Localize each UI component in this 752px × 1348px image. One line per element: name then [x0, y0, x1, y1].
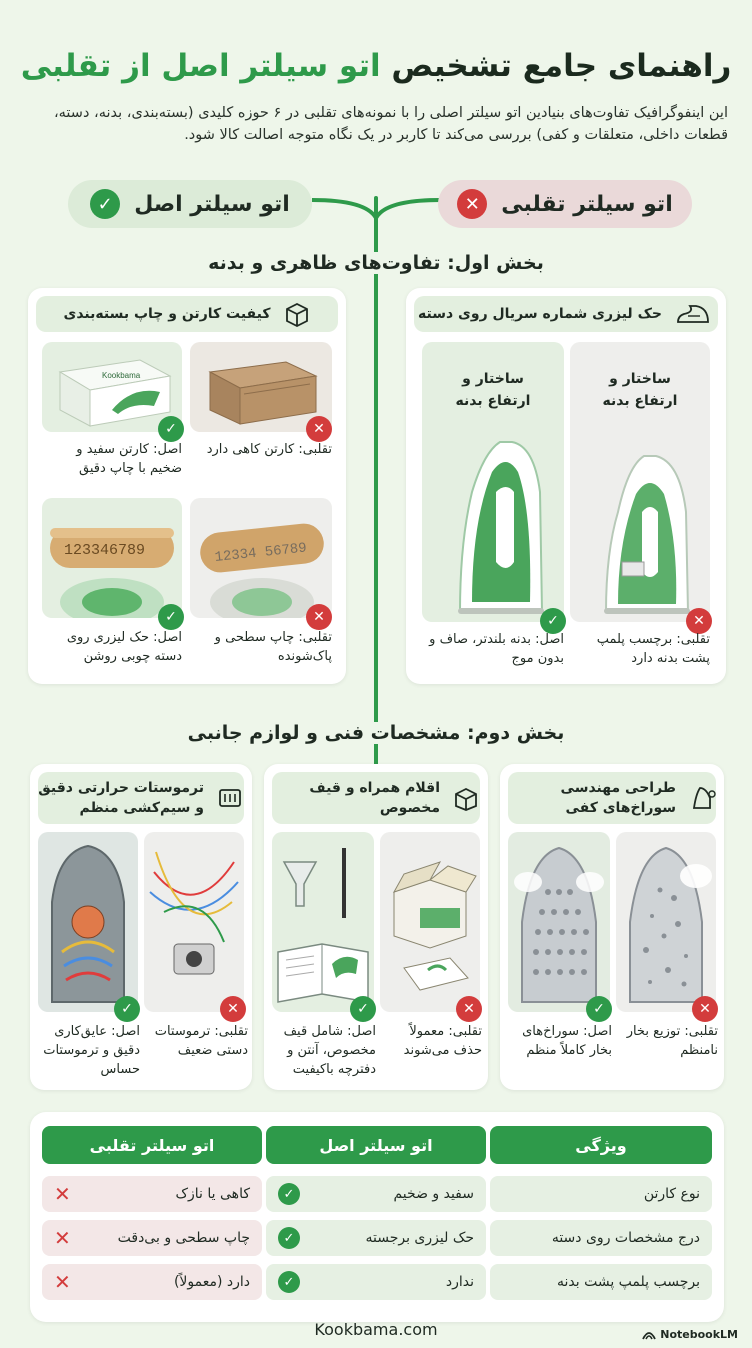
table-row-real	[266, 1220, 486, 1256]
table-header-real: اتو سیلتر اصل	[266, 1126, 486, 1164]
packaging-card-header	[36, 296, 338, 332]
real-serial-text: 123346789	[64, 542, 146, 559]
fake-thermostat-image	[144, 832, 244, 1012]
row1-fake: کاهی یا نازک	[175, 1186, 250, 1202]
fake-box-caption: تقلبی: کارتن کاهی دارد	[206, 442, 332, 457]
cross-icon: ✕	[456, 996, 482, 1022]
serial-card	[406, 288, 726, 684]
page-title	[20, 48, 732, 84]
funnel-icon	[284, 862, 316, 906]
fake-thermostat-tile	[144, 832, 244, 1012]
real-handle-caption: اصل: حک لیزری روی دسته چوبی روشن	[66, 630, 182, 664]
check-icon: ✓	[540, 608, 566, 634]
real-iron-caption: اصل: بدنه بلندتر، صاف و بدون موج	[429, 632, 564, 666]
fake-accessories-caption: تقلبی: معمولاً حذف می‌شوند	[403, 1024, 482, 1058]
fake-pill	[438, 180, 692, 228]
cross-icon: ✕	[54, 1270, 71, 1294]
serial-card-title: حک لیزری شماره سریال روی دسته	[418, 306, 662, 322]
footer-brand	[642, 1328, 738, 1341]
steam-icon	[688, 784, 716, 812]
real-handle-image	[42, 498, 182, 618]
table-row-feature	[490, 1220, 712, 1256]
cross-icon: ✕	[686, 608, 712, 634]
check-icon: ✓	[90, 189, 120, 219]
table-row-fake	[42, 1264, 262, 1300]
footer-site: Kookbama.com	[314, 1320, 438, 1339]
table-header-fake: اتو سیلتر تقلبی	[42, 1126, 262, 1164]
real-box-image	[42, 342, 182, 432]
real-pill	[68, 180, 312, 228]
comparison-table	[30, 1112, 724, 1322]
real-iron-image	[422, 342, 564, 622]
fake-pill-label: اتو سیلتر تقلبی	[501, 191, 673, 217]
packaging-card	[28, 288, 346, 684]
fake-iron-tile-label: ساختار و ارتفاع بدنه	[602, 371, 678, 409]
check-icon: ✓	[278, 1271, 300, 1293]
iron-icon	[674, 300, 714, 328]
fake-handle-caption: تقلبی: چاپ سطحی و پاک‌شونده	[214, 630, 332, 664]
row3-real: ندارد	[445, 1274, 474, 1290]
title-main: راهنمای جامع تشخیص	[380, 48, 732, 84]
row1-feature: نوع کارتن	[643, 1186, 700, 1202]
real-accessories-tile	[272, 832, 374, 1012]
real-thermostat-tile	[38, 832, 138, 1012]
real-box-tile	[42, 342, 182, 432]
real-thermostat-image	[38, 832, 138, 1012]
fake-thermostat-caption: تقلبی: ترموستات دستی ضعیف	[154, 1024, 248, 1058]
real-iron-tile-label: ساختار و ارتفاع بدنه	[455, 371, 531, 409]
table-row-feature	[490, 1264, 712, 1300]
packaging-card-title: کیفیت کارتن و چاپ بسته‌بندی	[63, 306, 271, 322]
soleplate-card-header	[508, 772, 716, 824]
fake-soleplate-tile	[616, 832, 716, 1012]
accessories-card	[264, 764, 488, 1090]
serial-card-header	[414, 296, 718, 332]
fake-soleplate-image	[616, 832, 716, 1012]
real-accessories-caption: اصل: شامل قیف مخصوص، آنتن و دفترچه باکیفیت	[283, 1024, 376, 1077]
fake-handle-tile	[190, 498, 332, 618]
soleplate-card	[500, 764, 724, 1090]
check-icon: ✓	[114, 996, 140, 1022]
table-row-real	[266, 1264, 486, 1300]
row2-feature: درج مشخصات روی دسته	[551, 1230, 700, 1246]
box-brand-text: Kookbama	[102, 371, 141, 380]
fake-accessories-image	[380, 832, 480, 1012]
row1-real: سفید و ضخیم	[393, 1186, 474, 1202]
box-icon	[283, 300, 311, 328]
real-pill-label: اتو سیلتر اصل	[134, 191, 290, 217]
fake-handle-image	[190, 498, 332, 618]
real-accessories-image	[272, 832, 374, 1012]
real-box-caption: اصل: کارتن سفید و ضخیم با چاپ دقیق	[76, 442, 182, 476]
section2-title: بخش دوم: مشخصات فنی و لوازم جانبی	[176, 722, 576, 744]
row3-fake: دارد (معمولاً)	[173, 1274, 250, 1290]
title-highlight: اتو سیلتر اصل از تقلبی	[20, 48, 381, 84]
real-thermostat-caption: اصل: عایق‌کاری دقیق و ترموستات حساس	[43, 1024, 140, 1077]
fake-iron-image	[570, 342, 710, 622]
footer-brand-label: NotebookLM	[660, 1328, 738, 1341]
cross-icon: ✕	[54, 1182, 71, 1206]
table-row-fake	[42, 1220, 262, 1256]
fake-soleplate-caption: تقلبی: توزیع بخار نامنظم	[626, 1024, 718, 1058]
real-soleplate-caption: اصل: سوراخ‌های بخار کاملاً منظم	[522, 1024, 612, 1058]
notebooklm-logo-icon	[642, 1330, 656, 1340]
real-soleplate-tile	[508, 832, 610, 1012]
cross-icon: ✕	[306, 604, 332, 630]
table-row-fake	[42, 1176, 262, 1212]
cross-icon: ✕	[54, 1226, 71, 1250]
fake-accessories-tile	[380, 832, 480, 1012]
box-icon	[452, 784, 480, 812]
fake-iron-tile	[570, 342, 710, 622]
cross-icon: ✕	[220, 996, 246, 1022]
thermostat-card	[30, 764, 252, 1090]
check-icon: ✓	[350, 996, 376, 1022]
real-handle-tile	[42, 498, 182, 618]
check-icon: ✓	[278, 1227, 300, 1249]
real-soleplate-image	[508, 832, 610, 1012]
cross-icon: ✕	[457, 189, 487, 219]
table-row-real	[266, 1176, 486, 1212]
table-header-feature: ویژگی	[490, 1126, 712, 1164]
row2-real: حک لیزری برجسته	[365, 1230, 474, 1246]
thermostat-card-title: ترموستات حرارتی دقیق و سیم‌کشی منظم	[38, 780, 204, 816]
cross-icon: ✕	[306, 416, 332, 442]
check-icon: ✓	[158, 416, 184, 442]
accessories-card-header	[272, 772, 480, 824]
thermostat-card-header	[38, 772, 244, 824]
fake-iron-caption: تقلبی: برچسب پلمپ پشت بدنه دارد	[596, 632, 710, 666]
check-icon: ✓	[586, 996, 612, 1022]
soleplate-card-title: طراحی مهندسی سوراخ‌های کفی	[560, 780, 676, 816]
real-iron-tile	[422, 342, 564, 622]
accessories-card-title: اقلام همراه و قیف مخصوص	[309, 780, 440, 816]
fake-serial-text: 12334 56789	[213, 540, 308, 566]
intro-text: این اینفوگرافیک تفاوت‌های بنیادین اتو سیلتر اصلی را با نمونه‌های تقلبی در ۶ حوزه کلیدی (بسته‌بندی، بدنه، دسته، قطعات داخلی، متعلقات و کفی) بررسی می‌کند تا کاربر در یک نگاه متوجه اصالت کالا شود.	[53, 105, 728, 143]
section1-title: بخش اول: تفاوت‌های ظاهری و بدنه	[176, 252, 576, 274]
branch-connector	[306, 188, 446, 228]
cross-icon: ✕	[692, 996, 718, 1022]
check-icon: ✓	[278, 1183, 300, 1205]
table-row-feature	[490, 1176, 712, 1212]
manual-icon	[278, 944, 368, 1002]
row3-feature: برچسب پلمپ پشت بدنه	[556, 1274, 700, 1290]
thermostat-icon	[216, 784, 244, 812]
row2-fake: چاپ سطحی و بی‌دقت	[117, 1230, 250, 1246]
check-icon: ✓	[158, 604, 184, 630]
